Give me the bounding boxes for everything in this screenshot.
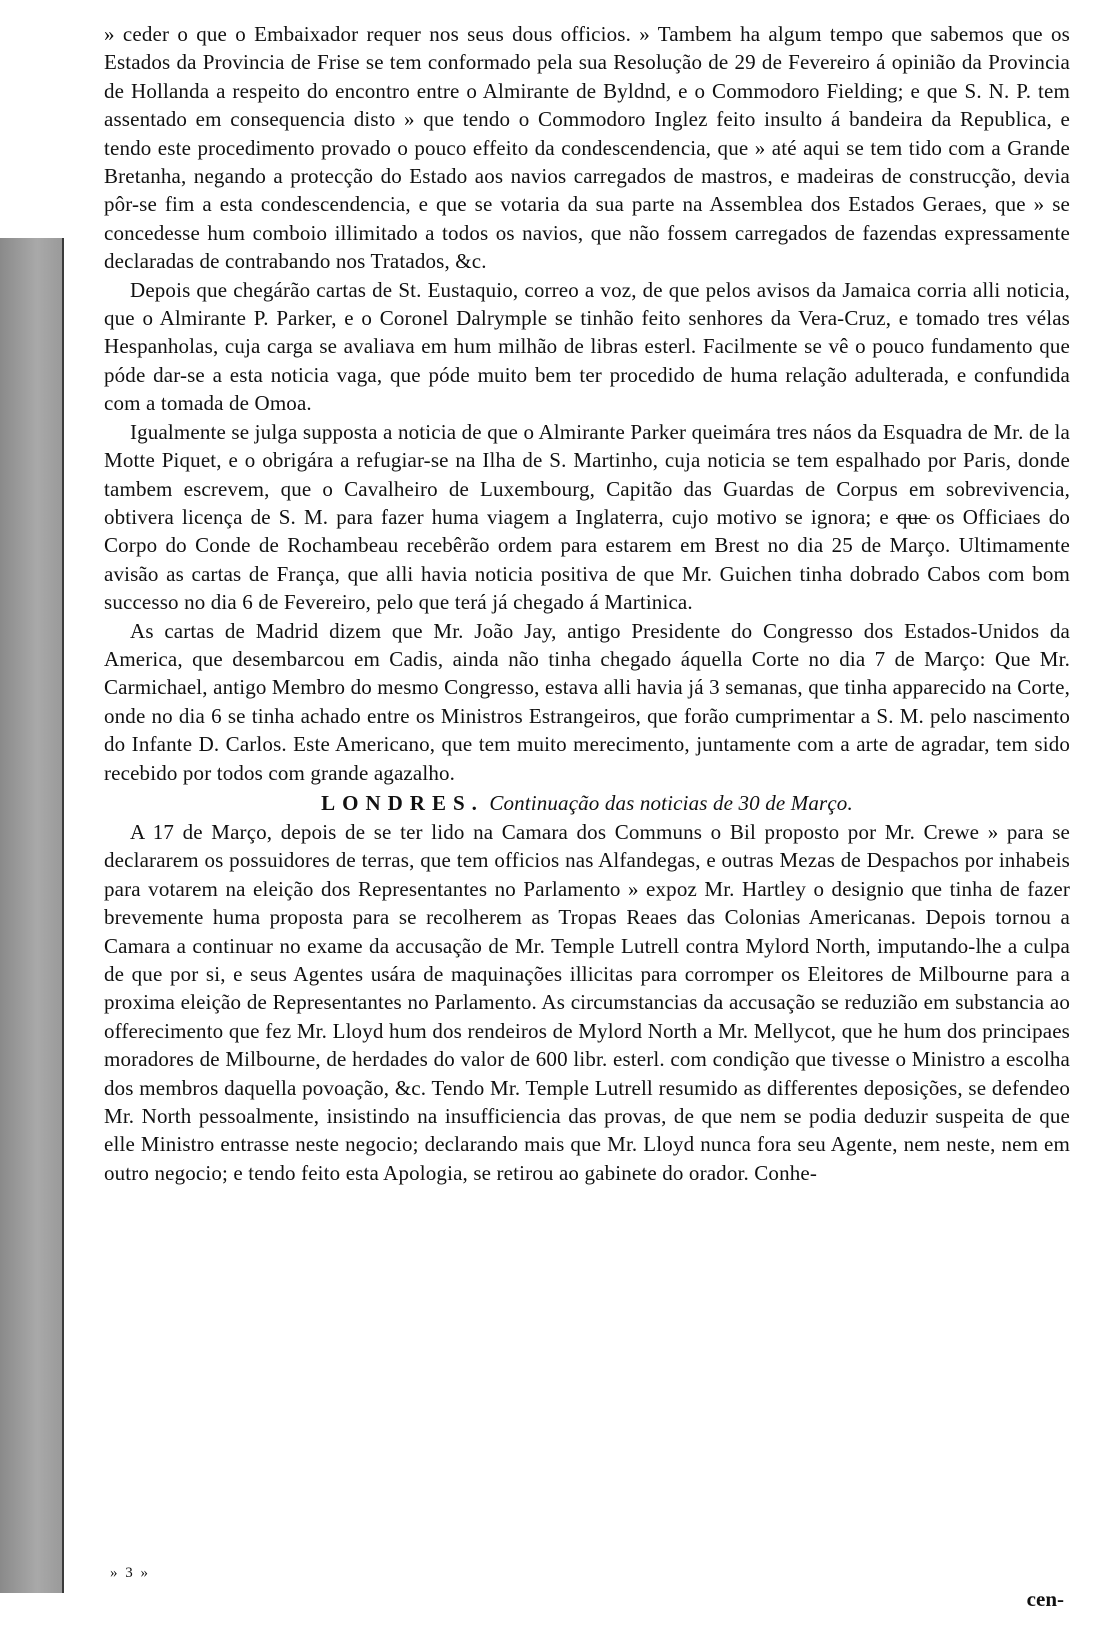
paragraph-admiral-parker: Igualmente se julga supposta a noticia de que o Almirante Parker queimára tres náos da Esquadra de Mr. de la Motte Piquet, e o obrigára a refugiar-se na Ilha de S. Martinho, cuja noticia se tem espalhado por Paris, donde tambem escrevem, que o Cavalheiro de Luxembourg, Capitão das Guardas de Corpus em sobrevivencia, obtivera licença de S. M. para fazer huma viagem a Inglaterra, cujo motivo se ignora; e que os Officiaes do Corpo do Conde de Rochambeau recebêrão ordem para estarem em Brest no dia 25 de Março. Ultimamente avisão as cartas de França, que alli havia noticia positiva de que Mr. Guichen tinha dobrado Cabos com bom successo no dia 6 de Fevereiro, pelo que terá já chegado á Martinica. <box>104 419 1070 615</box>
paragraph-madrid-letters: As cartas de Madrid dizem que Mr. João Jay, antigo Presidente do Congresso dos Estados-Unidos da America, que desembarcou em Cadis, ainda não tinha chegado áquella Corte no dia 7 de Março: Que Mr. Carmichael, antigo Membro do mesmo Congresso, estava alli havia já 3 semanas, que tinha apparecido na Corte, onde no dia 6 se tinha achado entre os Ministros Estrangeiros, que forão cumprimentar a S. M. pelo nascimento do Infante D. Carlos. Este Americano, que tem muito merecimento, juntamente com a arte de agradar, tem sido recebido por todos com grande agazalho. <box>104 618 1070 785</box>
signature-mark: » 3 » <box>110 1565 150 1581</box>
heading-city: LONDRES. <box>321 790 484 815</box>
text-column <box>104 20 1070 1187</box>
page-footer <box>104 1563 1070 1623</box>
heading-subtitle: Continuação das noticias de 30 de Março. <box>489 790 853 815</box>
catchword: cen- <box>1026 1587 1064 1611</box>
section-heading-londres <box>104 789 1070 818</box>
paragraph-commons-session: A 17 de Março, depois de se ter lido na Camara dos Communs o Bil proposto por Mr. Crewe » para se declararem os possuidores de terras, que tem officios nas Alfandegas, e outras Mezas de Despachos por inhabeis para votarem na eleição dos Representantes no Parlamento » expoz Mr. Hartley o designio que tinha de fazer brevemente huma proposta para se recolherem as Tropas Reaes das Colonias Americanas. Depois tornou a Camara a continuar no exame da accusação de Mr. Temple Lutrell contra Mylord North, imputando-lhe a culpa de que por si, e seus Agentes usára de maquinações illicitas para corromper os Eleitores de Milbourne para a proxima eleição de Representantes no Parlamento. As circumstancias da accusação se reduzião em substancia ao offerecimento que fez Mr. Lloyd hum dos rendeiros de Mylord North a Mr. Mellycot, que he hum dos principaes moradores de Milbourne, de herdades do valor de 600 libr. esterl. com condição que tivesse o Ministro a escolha dos membros daquella povoação, &c. Tendo Mr. Temple Lutrell resumido as differentes deposições, se defendeo Mr. North pessoalmente, insistindo na insufficiencia das provas, de que nem se podia deduzir suspeita de que elle Ministro entrasse neste negocio; declarando mais que Mr. Lloyd nunca fora seu Agente, nem neste, nem em outro negocio; e tendo feito esta Apologia, se retirou ao gabinete do orador. Conhe- <box>104 819 1070 1185</box>
page-edge-shadow <box>0 238 64 1593</box>
paragraph-st-eustaquio: Depois que chegárão cartas de St. Eustaquio, correo a voz, de que pelos avisos da Jamaica corria alli noticia, que o Almirante P. Parker, e o Coronel Dalrymple se tinhão feito senhores da Vera-Cruz, e tomado tres vélas Hespanholas, cuja carga se avaliava em hum milhão de libras esterl. Facilmente se vê o pouco fundamento que póde dar-se a esta noticia vaga, que póde muito bem ter procedido de huma relação adulterada, e confundida com a tomada de Omoa. <box>104 277 1070 416</box>
paragraph-embassy: » ceder o que o Embaixador requer nos seus dous officios. » Tambem ha algum tempo que sabemos que os Estados da Provincia de Frise se tem conformado pela sua Resolução de 29 de Fevereiro á opinião da Provincia de Hollanda a respeito do encontro entre o Almirante de Byldnd, e o Commodoro Fielding; e que S. N. P. tem assentado em consequencia disto » que tendo o Commodoro Inglez feito insulto á bandeira da Republica, e tendo este procedimento provado o pouco effeito da condescendencia, que » até aqui se tem tido com a Grande Bretanha, negando a protecção do Estado aos navios carregados de mastros, e madeiras de construcção, devia pôr-se fim a esta condescendencia, e que se votaria da sua parte na Assemblea dos Estados Geraes, que » se concedesse hum comboio illimitado a todos os navios, que não fossem carregados de fazendas expressamente declaradas de contrabando nos Tratados, &c. <box>104 22 1070 274</box>
